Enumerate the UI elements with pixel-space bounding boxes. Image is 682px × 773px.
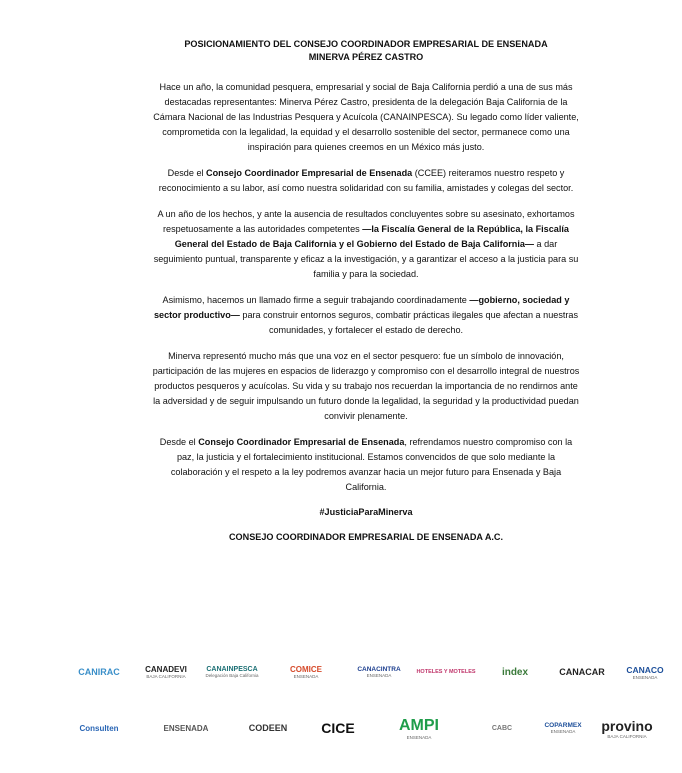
- logo-subtitle: ENSENADA: [366, 673, 392, 678]
- logo-name: AMPI: [399, 716, 439, 734]
- logos-row-1: [0, 646, 682, 698]
- signature: CONSEJO COORDINADOR EMPRESARIAL DE ENSENADA A.C.: [228, 532, 504, 542]
- logo-name: CANADEVI: [145, 665, 187, 674]
- canirac-logo: [66, 646, 132, 698]
- logo-name: ENSENADA: [163, 723, 209, 733]
- paragraph-4: [150, 293, 582, 338]
- logo-subtitle: ENSENADA: [632, 674, 658, 680]
- title-line-2: MINERVA PÉREZ CASTRO: [308, 52, 424, 62]
- provino-logo: [596, 704, 658, 752]
- logos-row-2: [0, 704, 682, 752]
- p3-text-a: A un año de los hechos, y ante la ausencia de resultados concluyentes sobre su asesinato, exhortamos respetuosamente a las autoridades competentes: [157, 209, 575, 234]
- coparmex-logo: [542, 704, 584, 752]
- logo-subtitle: ENSENADA: [406, 734, 432, 740]
- logo-name: HOTELES Y MOTELES: [416, 669, 476, 675]
- logo-subtitle: ENSENADA: [550, 729, 576, 734]
- logo-name: CICE: [321, 720, 355, 736]
- ampi-logo: [376, 704, 462, 752]
- p3-bold: —la Fiscalía General de la República, la Fiscalía General del Estado de Baja California y el Gobierno del Estado de Baja California—: [174, 224, 569, 249]
- logo-subtitle: BAJA CALIFORNIA: [146, 674, 186, 679]
- p6-text-a: Desde el: [159, 437, 199, 447]
- logo-subtitle: Delegación Baja California: [205, 673, 259, 678]
- comice-logo: [270, 646, 342, 698]
- logo-subtitle: BAJA CALIFORNIA: [607, 733, 647, 739]
- logo-name: CANIRAC: [78, 667, 120, 677]
- p4-bold: —gobierno, sociedad y sector productivo—: [153, 295, 570, 320]
- paragraph-3: [150, 207, 582, 282]
- hoteles-logo: [418, 646, 474, 698]
- p2-text-c: (CCEE) reiteramos nuestro respeto y reconocimiento a su labor, así como nuestra solidaridad con su familia, amistades y colegas del sector.: [158, 168, 574, 193]
- paragraph-1: Hace un año, la comunidad pesquera, empresarial y social de Baja California perdió a una de sus más destacadas representantes: Minerva Pérez Castro, presidenta de la delegación Baja California de la Cámara Nacional de las Industrias Pesquera y Acuícola (CANAINPESCA). Su legado como líder valiente, comprometida con la legalidad, la equidad y el desarrollo sostenible del sector, permanece como una inspiración para quienes creemos en un México más justo.: [153, 82, 579, 152]
- title-line-1: POSICIONAMIENTO DEL CONSEJO COORDINADOR EMPRESARIAL DE ENSENADA: [184, 39, 548, 49]
- logo-name: CANACAR: [559, 667, 605, 677]
- logo-subtitle: ENSENADA: [293, 674, 319, 679]
- canacar-logo: [552, 646, 612, 698]
- ensenada-logo: [140, 704, 232, 752]
- logo-name: CANAINPESCA: [206, 666, 258, 673]
- p4-text-a: Asimismo, hacemos un llamado firme a seguir trabajando coordinadamente: [162, 295, 470, 305]
- logo-name: COPARMEX: [544, 722, 582, 729]
- canacintra-logo: [346, 646, 412, 698]
- p4-text-c: para construir entornos seguros, combatir prácticas ilegales que afectan a nuestras comunidades, y fortalecer el estado de derecho.: [239, 310, 579, 335]
- p2-bold: Consejo Coordinador Empresarial de Ensenada: [206, 168, 413, 178]
- canadevi-logo: [138, 646, 194, 698]
- p2-text-a: Desde el: [167, 168, 207, 178]
- canainpesca-logo: [200, 646, 264, 698]
- logo-name: CODEEN: [248, 723, 288, 733]
- statement-document: [150, 38, 582, 544]
- p6-text-c: , refrendamos nuestro compromiso con la paz, la justicia y el fortalecimiento institucional. Estamos convencidos de que solo mediante la colaboración y el respeto a la ley podremos avanzar hacia un mejor futuro para Ensenada y Baja California.: [170, 437, 573, 492]
- document-title: [150, 38, 582, 64]
- logo-name: Consulten: [79, 723, 119, 733]
- codeen-logo: [236, 704, 300, 752]
- logo-name: CANACINTRA: [357, 666, 401, 673]
- logo-name: CABC: [491, 724, 513, 732]
- paragraph-5: Minerva representó mucho más que una voz en el sector pesquero: fue un símbolo de innovación, participación de las mujeres en espacios de liderazgo y compromiso con el desarrollo integral de nuestros productos pesqueros y acuícolas. Su vida y su trabajo nos recuerdan la importancia de no rendirnos ante la adversidad y de seguir impulsando un futuro donde la legalidad, la seguridad y la productividad puedan convivir plenamente.: [152, 351, 580, 421]
- paragraph-6: [150, 435, 582, 495]
- index-logo: [482, 646, 548, 698]
- logo-name: CANACO: [626, 664, 664, 675]
- consulten-logo: [62, 704, 136, 752]
- canaco-logo: [616, 646, 674, 698]
- logo-name: provino: [601, 717, 653, 734]
- logo-name: index: [501, 666, 529, 678]
- logo-name: COMICE: [290, 665, 322, 674]
- p3-text-c: a dar seguimiento puntual, transparente y eficaz a la investigación, y a garantizar el acceso a la justicia para su familia y para la sociedad.: [153, 239, 579, 279]
- p6-bold: Consejo Coordinador Empresarial de Ensenada: [198, 437, 405, 447]
- hashtag: #JusticiaParaMinerva: [319, 507, 413, 517]
- paragraph-2: [150, 166, 582, 196]
- cice-logo: [308, 704, 368, 752]
- cabc-logo: [480, 704, 524, 752]
